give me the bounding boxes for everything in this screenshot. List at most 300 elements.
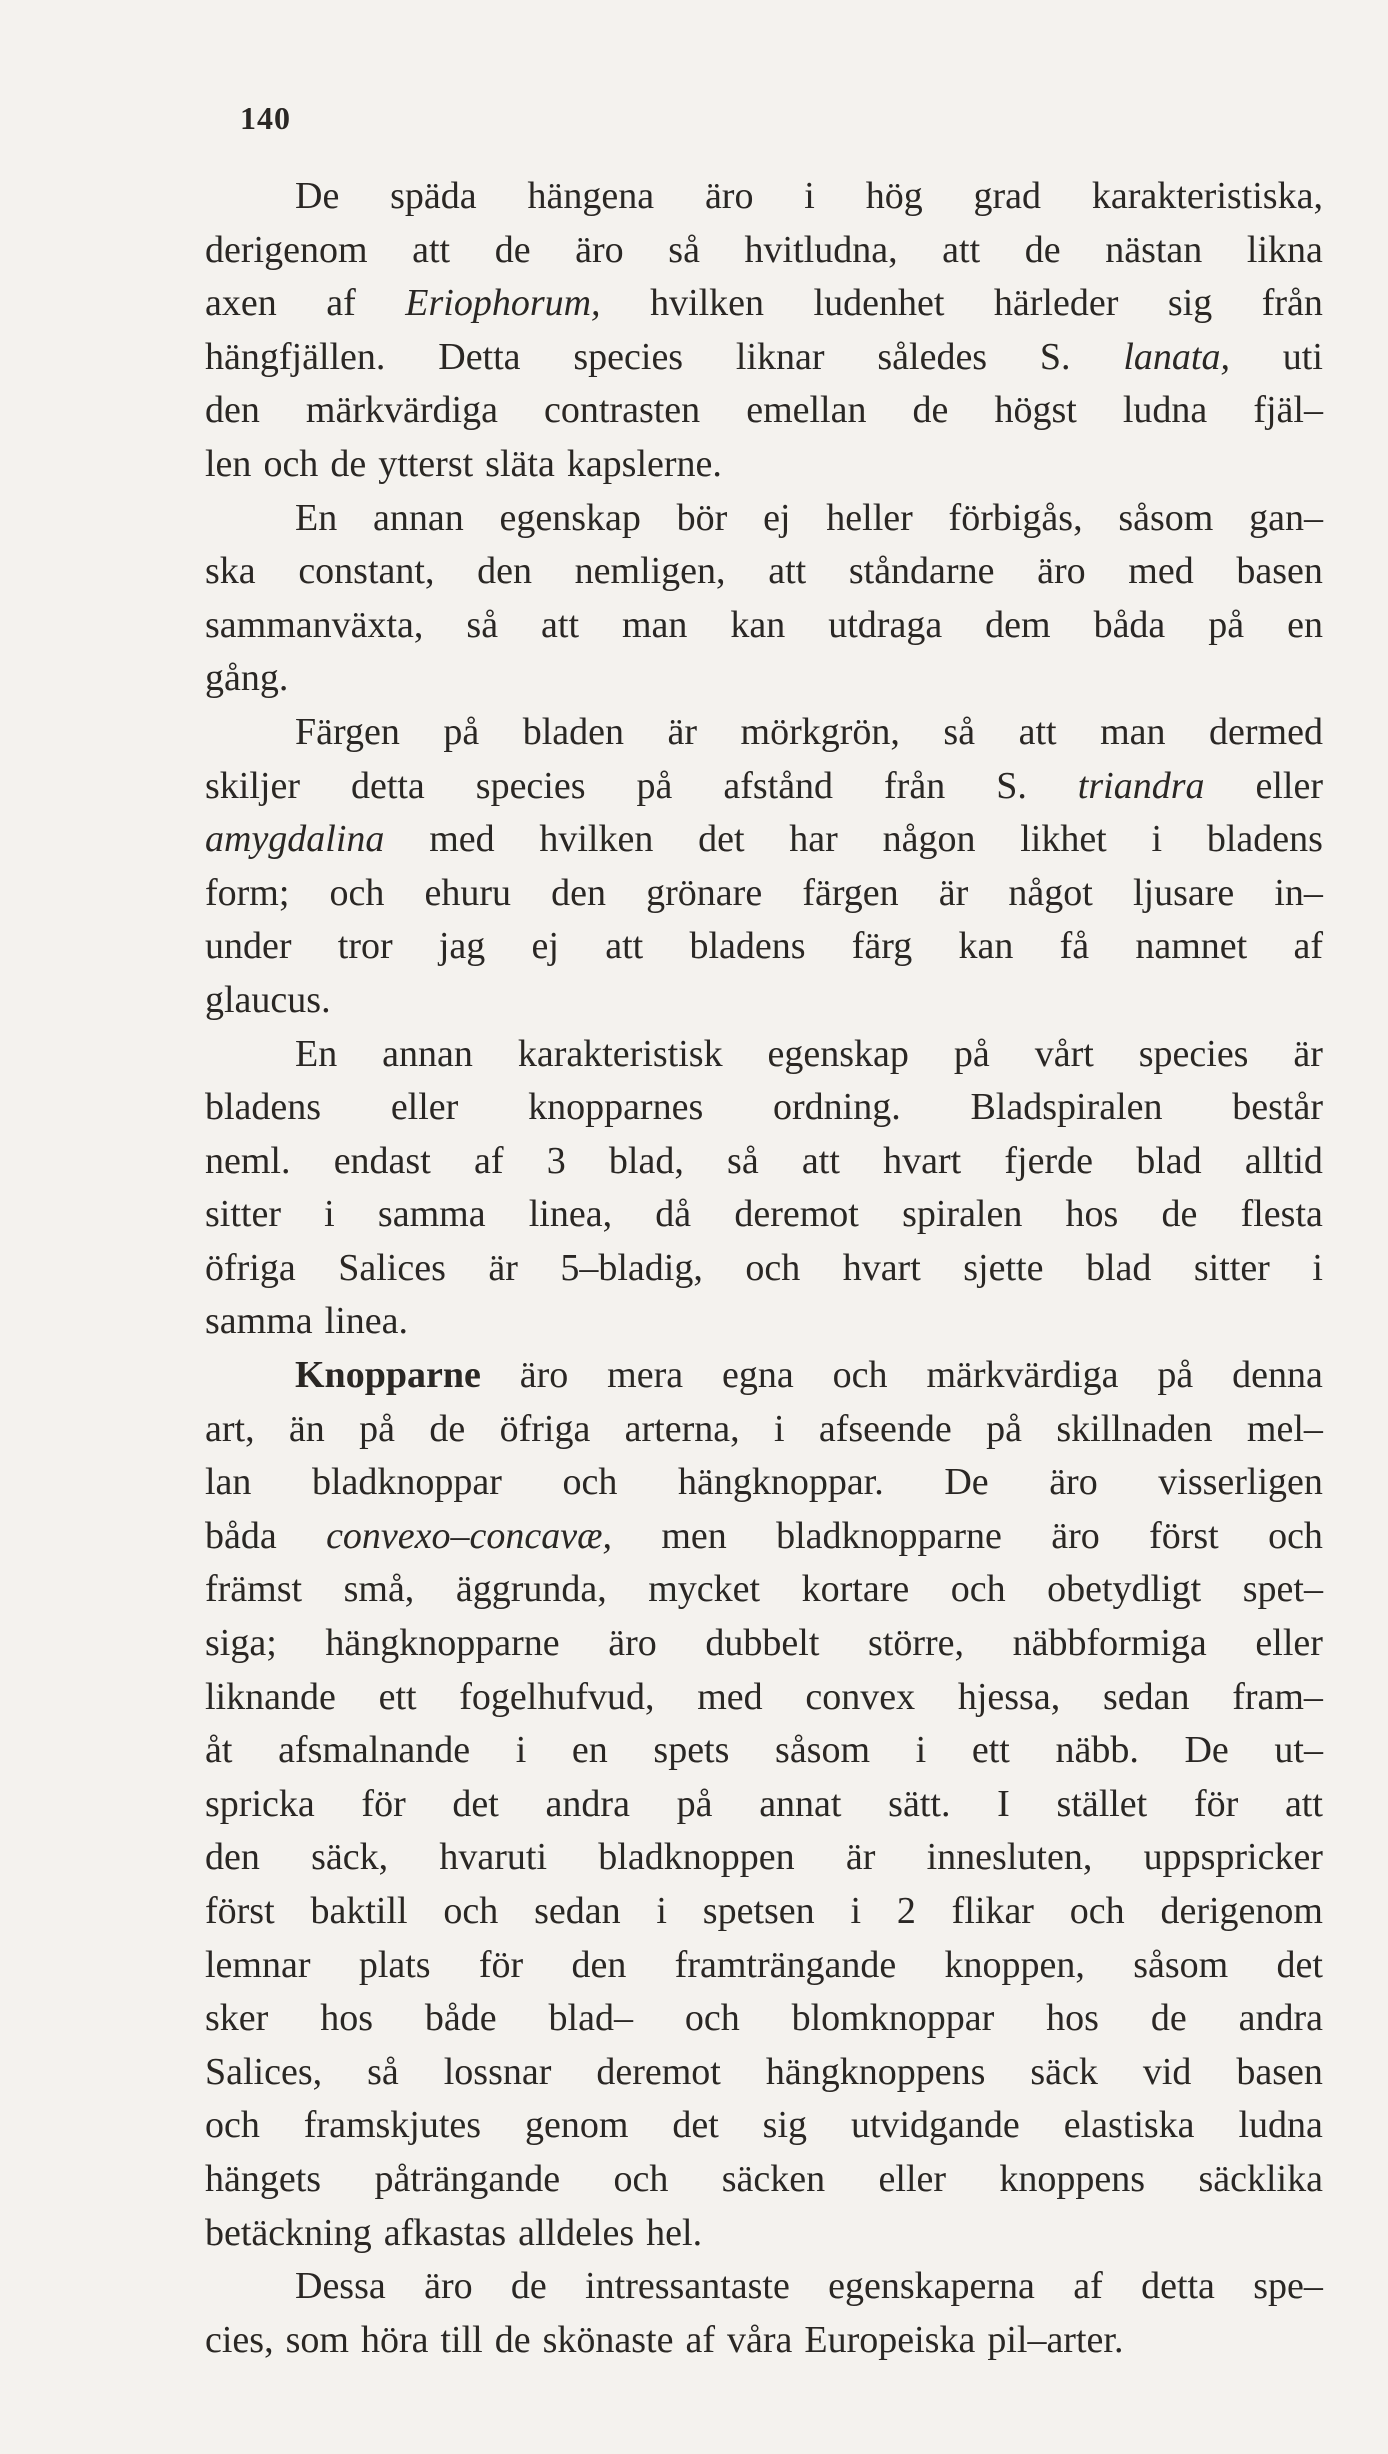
word: blad (1085, 1246, 1152, 1289)
word: den (477, 550, 532, 593)
word: hängknoppens (765, 2050, 986, 2093)
text-line (205, 2314, 1323, 2368)
word: säcklika (1198, 2157, 1323, 2200)
word: i (915, 1729, 927, 1772)
word: kan (730, 603, 786, 646)
word: af (685, 2318, 715, 2361)
word: att (801, 1139, 840, 1182)
word: förbigås, (948, 496, 1083, 539)
word: mörkgrön, (740, 710, 900, 753)
word: ej (531, 925, 559, 968)
word: egna (722, 1354, 794, 1397)
word: sedan (1102, 1675, 1190, 1718)
word: ludenhet (813, 282, 945, 325)
word: dem (985, 603, 1051, 646)
word: De (1184, 1729, 1229, 1772)
word: species (1138, 1032, 1249, 1075)
word: det (672, 2104, 719, 2147)
word: högst (994, 389, 1077, 432)
word: höra (360, 2318, 429, 2361)
word: lan (205, 1461, 252, 1504)
word: basen (1236, 550, 1323, 593)
word: äro (608, 1622, 657, 1665)
word: någon (882, 818, 976, 861)
word: kapslerne. (566, 442, 722, 485)
word: basen (1236, 2050, 1323, 2093)
text-line (205, 1939, 1323, 1993)
word: hos (320, 1997, 373, 2040)
word: och (745, 1246, 801, 1289)
text-line (205, 1778, 1323, 1832)
word: detta (1141, 2265, 1215, 2308)
word: hängena (527, 175, 655, 217)
word: lanata, (1123, 335, 1230, 378)
word: fram– (1232, 1675, 1323, 1718)
word: liknar (735, 335, 825, 378)
text-line (205, 331, 1323, 385)
word: karakteristiska, (1091, 175, 1323, 217)
word: i (1151, 818, 1163, 861)
word: så (727, 1139, 759, 1182)
word: således (877, 335, 988, 378)
word: är (1293, 1032, 1323, 1075)
word: af (326, 282, 356, 325)
word: består (1232, 1086, 1323, 1129)
word: lossnar (443, 2050, 552, 2093)
word: de (1161, 1193, 1198, 1236)
text-line (205, 2099, 1323, 2153)
word: convexo–concavæ, (326, 1514, 612, 1557)
word: De (944, 1461, 989, 1504)
word: säcken (721, 2157, 826, 2200)
word: så (943, 710, 976, 753)
word: på (359, 1407, 396, 1450)
word: species (573, 335, 684, 378)
word: hängknoppar. (677, 1461, 884, 1504)
word: det (1276, 1943, 1323, 1986)
word: blad, (608, 1139, 684, 1182)
word: Salices (338, 1246, 446, 1289)
text-line (205, 384, 1323, 438)
word: ludna (1122, 389, 1208, 432)
word: Salices, (205, 2050, 323, 2093)
word: öfriga (205, 1246, 296, 1289)
word: pil–arter. (987, 2318, 1124, 2361)
word: mel– (1246, 1407, 1323, 1450)
word: på (986, 1407, 1023, 1450)
text-line (205, 1456, 1323, 1510)
word: kan (958, 925, 1014, 968)
word: de (912, 389, 949, 432)
word: att (1018, 710, 1057, 753)
word: sjette (963, 1246, 1044, 1289)
word: än (288, 1407, 325, 1450)
word: den (205, 389, 260, 432)
word: en (571, 1729, 608, 1772)
word: hvaruti (439, 1836, 548, 1879)
word: skiljer (205, 764, 300, 807)
word: En (295, 496, 338, 539)
word: hjessa, (957, 1675, 1061, 1718)
word: näbbformiga (1012, 1622, 1207, 1665)
word: på (1208, 603, 1245, 646)
word: som (285, 2318, 349, 2361)
word: från (884, 764, 946, 807)
word: deremot (734, 1193, 859, 1236)
word: ordning. (772, 1086, 901, 1129)
word: på (676, 1782, 713, 1825)
word: flesta (1240, 1193, 1323, 1236)
word: species (475, 764, 586, 807)
word: Knopparne (295, 1354, 481, 1397)
word: annat (759, 1782, 842, 1825)
word: sammanväxta, (205, 603, 424, 646)
word: äro (519, 1354, 569, 1397)
word: spiralen (902, 1193, 1023, 1236)
word: innesluten, (926, 1836, 1093, 1879)
word: Europeiska (804, 2318, 976, 2361)
text-line (205, 867, 1323, 921)
word: märkvärdiga (926, 1354, 1119, 1397)
text-line (205, 1563, 1323, 1617)
text-line (205, 1885, 1323, 1939)
word: Eriophorum, (405, 282, 601, 325)
word: härleder (993, 282, 1119, 325)
text-line (205, 1992, 1323, 2046)
word: på (953, 1032, 990, 1075)
text-line (205, 1188, 1323, 1242)
word: bladen (522, 710, 625, 753)
word: för (361, 1782, 406, 1825)
word: äggrunda, (455, 1568, 607, 1611)
text-line (205, 599, 1323, 653)
word: af (1073, 2265, 1103, 2308)
word: baktill (310, 1890, 408, 1932)
word: såsom (1133, 1943, 1229, 1986)
word: äro (424, 2265, 473, 2308)
word: eller (1255, 764, 1323, 807)
word: ludna (1238, 2104, 1323, 2147)
word: under (205, 925, 292, 968)
word: cies, (205, 2318, 274, 2361)
page-number: 140 (240, 100, 291, 136)
word: och (205, 2104, 260, 2147)
word: gan– (1249, 496, 1323, 539)
word: mycket (648, 1568, 761, 1611)
word: bladknopparne (776, 1514, 1002, 1557)
word: alltid (1244, 1139, 1323, 1182)
word: elastiska (1063, 2104, 1195, 2147)
word: utdraga (828, 603, 943, 646)
text-line (205, 492, 1323, 546)
word: knoppen, (944, 1943, 1085, 1986)
word: det (698, 818, 745, 861)
word: på (1157, 1354, 1194, 1397)
text-line (205, 813, 1323, 867)
word: tror (337, 925, 393, 968)
word: man (621, 603, 688, 646)
word: art, (205, 1407, 255, 1450)
word: och (950, 1568, 1006, 1611)
word: såsom (775, 1729, 871, 1772)
word: endast (333, 1139, 431, 1182)
word: spet– (1242, 1568, 1323, 1611)
word: af (1293, 925, 1323, 968)
word: 5–bladig, (560, 1246, 703, 1289)
word: derigenom (1160, 1890, 1323, 1932)
word: I (997, 1782, 1010, 1825)
word: bladens (205, 1086, 322, 1129)
word: ljusare (1132, 871, 1235, 914)
word: egenskap (767, 1032, 909, 1075)
word: namnet (1135, 925, 1248, 968)
word: visserligen (1158, 1461, 1323, 1504)
word: i (656, 1890, 667, 1932)
text-line (205, 1028, 1323, 1082)
text-line (205, 2260, 1323, 2314)
word: annan (372, 496, 464, 539)
word: det (452, 1782, 499, 1825)
word: len (205, 442, 252, 485)
word: fjäl– (1253, 389, 1323, 432)
word: sedan (534, 1890, 621, 1932)
text-line (205, 1831, 1323, 1885)
word: kortare (801, 1568, 910, 1611)
word: hvitludna, (744, 228, 898, 271)
word: släta (485, 442, 555, 485)
word: blad (1136, 1139, 1202, 1182)
word: form; (205, 871, 290, 914)
word: knopparnes (528, 1086, 704, 1129)
word: i (850, 1890, 862, 1932)
word: siga; (205, 1622, 277, 1665)
body-text (205, 170, 1323, 2367)
text-line (205, 545, 1323, 599)
word: båda (205, 1514, 277, 1557)
word: så (367, 2050, 399, 2093)
text-line (205, 1242, 1323, 1296)
text-line (205, 2207, 1323, 2261)
word: så (668, 228, 700, 271)
word: emellan (746, 389, 867, 432)
word: och (832, 1354, 888, 1397)
word: märkvärdiga (305, 389, 498, 432)
word: likhet (1020, 818, 1107, 861)
word: våra (726, 2318, 793, 2361)
word: stället (1056, 1782, 1148, 1825)
word: de (1150, 1997, 1187, 2040)
word: bladens (689, 925, 806, 968)
text-line (205, 1510, 1323, 1564)
word: sig (762, 2104, 808, 2147)
word: såsom (1118, 496, 1214, 539)
word: egenskap (499, 496, 641, 539)
word: i (1312, 1246, 1323, 1289)
word: hvart (883, 1139, 962, 1182)
word: afsmalnande (278, 1729, 471, 1772)
word: färg (851, 925, 913, 968)
word: de (494, 228, 531, 271)
word: linea, (528, 1193, 613, 1236)
word: de (510, 2265, 547, 2308)
word: de (494, 2318, 531, 2361)
word: dubbelt (705, 1622, 820, 1665)
word: säck, (311, 1836, 389, 1879)
word: jag (438, 925, 486, 968)
word: S. (1039, 335, 1071, 378)
word: ett (971, 1729, 1010, 1772)
word: uti (1282, 335, 1323, 378)
word: Detta (438, 335, 521, 378)
word: denna (1232, 1354, 1323, 1397)
word: egenskaperna (828, 2265, 1035, 2308)
word: af (473, 1139, 504, 1182)
word: glaucus. (205, 978, 331, 1021)
text-line (205, 1403, 1323, 1457)
word: grad (973, 175, 1042, 217)
text-line (205, 920, 1323, 974)
word: ej (763, 496, 791, 539)
word: större, (868, 1622, 965, 1665)
word: obetydligt (1047, 1568, 1202, 1611)
word: och (1268, 1514, 1323, 1557)
word: både (424, 1997, 497, 2040)
text-line (205, 2046, 1323, 2100)
text-line (205, 277, 1323, 331)
word: och (263, 442, 319, 485)
word: i (324, 1193, 335, 1236)
word: men (661, 1514, 727, 1557)
word: eller (390, 1086, 459, 1129)
word: blad– (548, 1997, 633, 2040)
word: En (295, 1032, 338, 1075)
word: få (1059, 925, 1090, 968)
word: att (541, 603, 580, 646)
word: in– (1274, 871, 1323, 914)
word: amygdalina (205, 818, 385, 861)
word: äro (575, 228, 624, 271)
word: och (443, 1890, 499, 1932)
word: blomknoppar (791, 1997, 995, 2040)
word: de (1024, 228, 1061, 271)
word: små, (343, 1568, 415, 1611)
word: heller (826, 496, 913, 539)
text-line (205, 224, 1323, 278)
word: säck (1030, 2050, 1098, 2093)
word: fogelhufvud, (459, 1675, 655, 1718)
word: Dessa (295, 2265, 386, 2308)
word: neml. (205, 1139, 291, 1182)
word: båda (1093, 603, 1166, 646)
word: spe– (1253, 2265, 1323, 2308)
word: samma (205, 1300, 313, 1343)
word: ska (205, 550, 256, 593)
word: är (667, 710, 698, 753)
word: afseende (818, 1407, 952, 1450)
word: Bladspiralen (970, 1086, 1163, 1129)
word: andra (545, 1782, 630, 1825)
word: äro (1037, 550, 1086, 593)
word: framträngande (674, 1943, 897, 1986)
word: betäckning (205, 2211, 372, 2254)
word: att (605, 925, 644, 968)
word: intressantaste (585, 2265, 790, 2308)
word: likna (1246, 228, 1323, 271)
word: spricka (205, 1782, 315, 1825)
word: alldeles (518, 2211, 635, 2254)
word: färgen (802, 871, 899, 914)
word: genom (524, 2104, 629, 2147)
word: är (488, 1246, 518, 1289)
word: hos (1046, 1997, 1099, 2040)
word: plats (358, 1943, 431, 1986)
text-line (205, 760, 1323, 814)
word: 2 (896, 1890, 916, 1932)
word: utvidgande (850, 2104, 1020, 2147)
word: är (938, 871, 969, 914)
word: den (205, 1836, 260, 1879)
word: hos (1065, 1193, 1119, 1236)
word: och (1069, 1890, 1125, 1932)
word: då (655, 1193, 692, 1236)
word: triandra (1077, 764, 1205, 807)
word: bladens (1206, 818, 1323, 861)
text-line (205, 438, 1323, 492)
word: ett (378, 1675, 417, 1718)
word: äro (1051, 1514, 1100, 1557)
word: dermed (1209, 710, 1323, 753)
word: spetsen (702, 1890, 815, 1932)
word: att (768, 550, 807, 593)
text-line (205, 1349, 1323, 1403)
word: späda (390, 175, 477, 217)
text-line (205, 1671, 1323, 1725)
word: med (697, 1675, 763, 1718)
word: gång. (205, 657, 289, 700)
word: contrasten (544, 389, 701, 432)
word: för (1193, 1782, 1239, 1825)
word: den (551, 871, 607, 914)
word: annan (382, 1032, 473, 1075)
word: hängfjällen. (205, 335, 386, 378)
word: först (1149, 1514, 1219, 1557)
word: skönaste (542, 2318, 674, 2361)
word: Färgen (295, 710, 400, 753)
word: ytterst (378, 442, 474, 485)
word: De (295, 175, 340, 217)
text-line (205, 1724, 1323, 1778)
word: afstånd (723, 764, 834, 807)
word: hög (865, 175, 923, 217)
word: 3 (546, 1139, 566, 1182)
text-line (205, 706, 1323, 760)
word: på (636, 764, 673, 807)
text-line (205, 170, 1323, 224)
word: ut– (1274, 1729, 1323, 1772)
word: att (412, 228, 451, 271)
word: liknande (205, 1675, 336, 1718)
word: framskjutes (303, 2104, 482, 2147)
word: axen (205, 282, 277, 325)
word: linea. (324, 1300, 408, 1343)
word: med (429, 818, 495, 861)
text-line (205, 2153, 1323, 2207)
word: till (440, 2318, 483, 2361)
word: med (1128, 550, 1194, 593)
word: ehuru (424, 871, 512, 914)
word: ståndarne (848, 550, 995, 593)
word: samma (377, 1193, 486, 1236)
